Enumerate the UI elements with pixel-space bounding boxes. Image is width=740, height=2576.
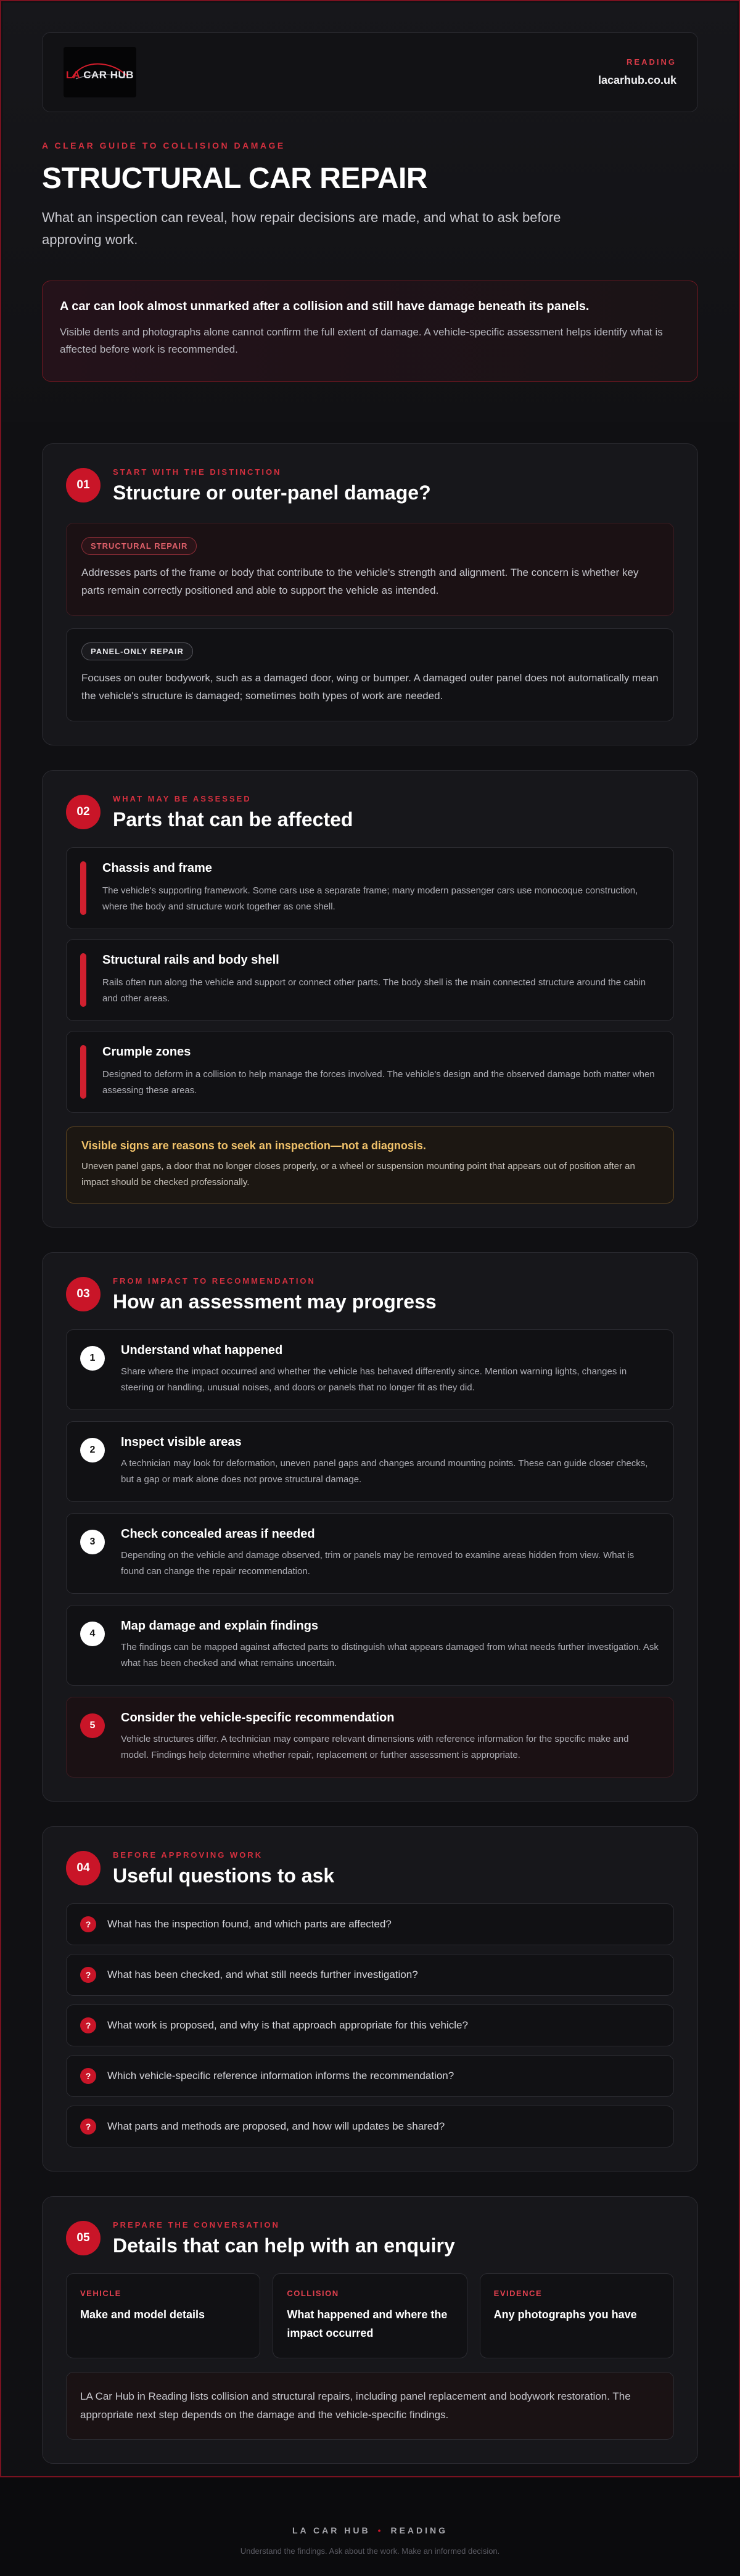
step-card (66, 1329, 674, 1410)
tile-kicker: EVIDENCE (493, 2289, 543, 2298)
closing-note (66, 2372, 674, 2440)
part-title: Chassis and frame (102, 861, 212, 875)
warning-box (66, 1126, 674, 1204)
accent-bar (80, 953, 86, 1007)
question-mark-icon: ? (80, 2119, 96, 2135)
tile-kicker: COLLISION (287, 2289, 339, 2298)
logo-text: LA CAR HUB (65, 69, 134, 81)
section-number-badge: 02 (66, 795, 101, 829)
tile-kicker: VEHICLE (80, 2289, 121, 2298)
hero-subtitle: What an inspection can reveal, how repair decisions are made, and what to ask before approving work. (42, 210, 561, 247)
section-number-badge: 05 (66, 2221, 101, 2255)
section-title: How an assessment may progress (113, 1290, 437, 1313)
page-title: STRUCTURAL CAR REPAIR (42, 162, 428, 195)
accent-bar (80, 861, 86, 915)
detail-tile-vehicle (66, 2273, 260, 2358)
step-card (66, 1513, 674, 1594)
step-card-final (66, 1697, 674, 1778)
section-distinction (42, 443, 698, 745)
hero-alert-box (42, 281, 698, 382)
page-footer (0, 2477, 740, 2556)
detail-tile-collision (273, 2273, 467, 2358)
question-text: What has the inspection found, and which parts are affected? (107, 1918, 392, 1930)
tile-title: Make and model details (80, 2308, 205, 2321)
structural-repair-pill: STRUCTURAL REPAIR (81, 537, 197, 555)
question-text: Which vehicle-specific reference information informs the recommendation? (107, 2070, 454, 2082)
warning-title: Visible signs are reasons to seek an inspection—not a diagnosis. (81, 1139, 426, 1152)
warning-text: Uneven panel gaps, a door that no longer closes properly, or a wheel or suspension mounting point that appears out of position after an impact should be checked professionally. (81, 1161, 635, 1188)
question-mark-icon: ? (80, 1916, 96, 1932)
structural-repair-text: Addresses parts of the frame or body that contribute to the vehicle's strength and alignment. The concern is whether key parts remain correctly positioned and able to support the vehicle as intended. (81, 567, 639, 596)
step-number: 5 (80, 1713, 105, 1738)
section-kicker: START WITH THE DISTINCTION (113, 467, 282, 477)
step-card (66, 1421, 674, 1502)
section-kicker: BEFORE APPROVING WORK (113, 1850, 263, 1860)
section-number-badge: 03 (66, 1277, 101, 1311)
step-card (66, 1605, 674, 1686)
question-mark-icon: ? (80, 2017, 96, 2033)
tile-title: Any photographs you have (493, 2308, 637, 2321)
part-title: Crumple zones (102, 1045, 191, 1059)
section-kicker: PREPARE THE CONVERSATION (113, 2220, 280, 2229)
step-text: The findings can be mapped against affected parts to distinguish what appears damaged from what needs further investigation. Ask what has been checked and what remains uncertain. (121, 1642, 659, 1668)
part-text: The vehicle's supporting framework. Some cars use a separate frame; many modern passenger cars use monocoque construction, where the body and structure work together as one shell. (102, 885, 638, 912)
question-mark-icon: ? (80, 1967, 96, 1983)
section-kicker: WHAT MAY BE ASSESSED (113, 794, 252, 803)
question-mark-icon: ? (80, 2068, 96, 2084)
hero-kicker: A CLEAR GUIDE TO COLLISION DAMAGE (42, 141, 286, 150)
panel-only-repair-card (66, 628, 674, 721)
panel-only-repair-text: Focuses on outer bodywork, such as a damaged door, wing or bumper. A damaged outer panel does not automatically mean the vehicle's structure is damaged; sometimes both types of work are needed. (81, 672, 659, 702)
step-text: A technician may look for deformation, uneven panel gaps and changes around mounting points. These can guide closer checks, but a gap or mark alone does not prove structural damage. (121, 1458, 648, 1485)
section-number-badge: 01 (66, 468, 101, 502)
part-card-chassis (66, 847, 674, 929)
section-questions (42, 1826, 698, 2172)
question-item (66, 1903, 674, 1945)
question-item (66, 2055, 674, 2097)
section-assessment (42, 1252, 698, 1802)
step-title: Check concealed areas if needed (121, 1527, 315, 1541)
step-title: Map damage and explain findings (121, 1619, 319, 1633)
structural-repair-card (66, 523, 674, 616)
question-text: What has been checked, and what still needs further investigation? (107, 1969, 418, 1980)
step-number: 1 (80, 1346, 105, 1371)
step-title: Inspect visible areas (121, 1435, 242, 1449)
section-kicker: FROM IMPACT TO RECOMMENDATION (113, 1276, 316, 1286)
question-item (66, 2106, 674, 2147)
question-item (66, 2004, 674, 2046)
step-number: 3 (80, 1530, 105, 1554)
hero-section (42, 112, 698, 382)
section-parts (42, 770, 698, 1228)
location-label: READING (627, 57, 676, 67)
section-enquiry-details (42, 2196, 698, 2464)
top-bar (42, 32, 698, 112)
step-title: Understand what happened (121, 1343, 283, 1357)
step-text: Vehicle structures differ. A technician may compare relevant dimensions with reference information for the specific make and model. Findings help determine whether repair, replacement or further assessment is appropriate. (121, 1734, 629, 1760)
part-card-crumple (66, 1031, 674, 1113)
part-text: Designed to deform in a collision to help manage the forces involved. The vehicle's design and the observed damage both matter when assessing these areas. (102, 1069, 655, 1096)
section-number-badge: 04 (66, 1851, 101, 1885)
footer-brand: LA CAR HUB • READING (292, 2525, 448, 2535)
step-number: 2 (80, 1438, 105, 1462)
site-logo[interactable] (64, 47, 136, 97)
part-title: Structural rails and body shell (102, 953, 279, 967)
closing-note-text: LA Car Hub in Reading lists collision and structural repairs, including panel replacement and bodywork restoration. The appropriate next step depends on the damage and the vehicle-specific findings. (80, 2390, 631, 2421)
step-number: 4 (80, 1622, 105, 1646)
step-title: Consider the vehicle-specific recommendation (121, 1711, 395, 1725)
footer-tagline: Understand the findings. Ask about the work. Make an informed decision. (240, 2546, 500, 2556)
accent-bar (80, 1045, 86, 1099)
question-item (66, 1954, 674, 1996)
section-title: Useful questions to ask (113, 1864, 335, 1887)
tile-title: What happened and where the impact occurred (287, 2308, 448, 2339)
alert-title: A car can look almost unmarked after a collision and still have damage beneath its panels. (60, 300, 590, 313)
detail-tile-evidence (480, 2273, 674, 2358)
alert-body: Visible dents and photographs alone cannot confirm the full extent of damage. A vehicle-specific assessment helps identify what is affected before work is recommended. (60, 326, 663, 355)
part-text: Rails often run along the vehicle and support or connect other parts. The body shell is the main connected structure around the cabin and other areas. (102, 977, 646, 1004)
step-text: Depending on the vehicle and damage observed, trim or panels may be removed to examine areas hidden from view. What is found can change the repair recommendation. (121, 1550, 635, 1577)
section-title: Structure or outer-panel damage? (113, 482, 431, 504)
section-title: Details that can help with an enquiry (113, 2234, 455, 2257)
step-text: Share where the impact occurred and whether the vehicle has behaved differently since. Mention warning lights, changes in steering or handling, unusual noises, and doors or panels that no longer fit as they did. (121, 1366, 627, 1393)
site-domain-link[interactable]: lacarhub.co.uk (598, 74, 676, 86)
question-text: What parts and methods are proposed, and how will updates be shared? (107, 2120, 445, 2132)
panel-only-repair-pill: PANEL-ONLY REPAIR (81, 642, 193, 660)
part-card-rails (66, 939, 674, 1021)
separator-dot-icon: • (377, 2525, 384, 2535)
section-title: Parts that can be affected (113, 808, 353, 831)
question-text: What work is proposed, and why is that approach appropriate for this vehicle? (107, 2019, 468, 2031)
